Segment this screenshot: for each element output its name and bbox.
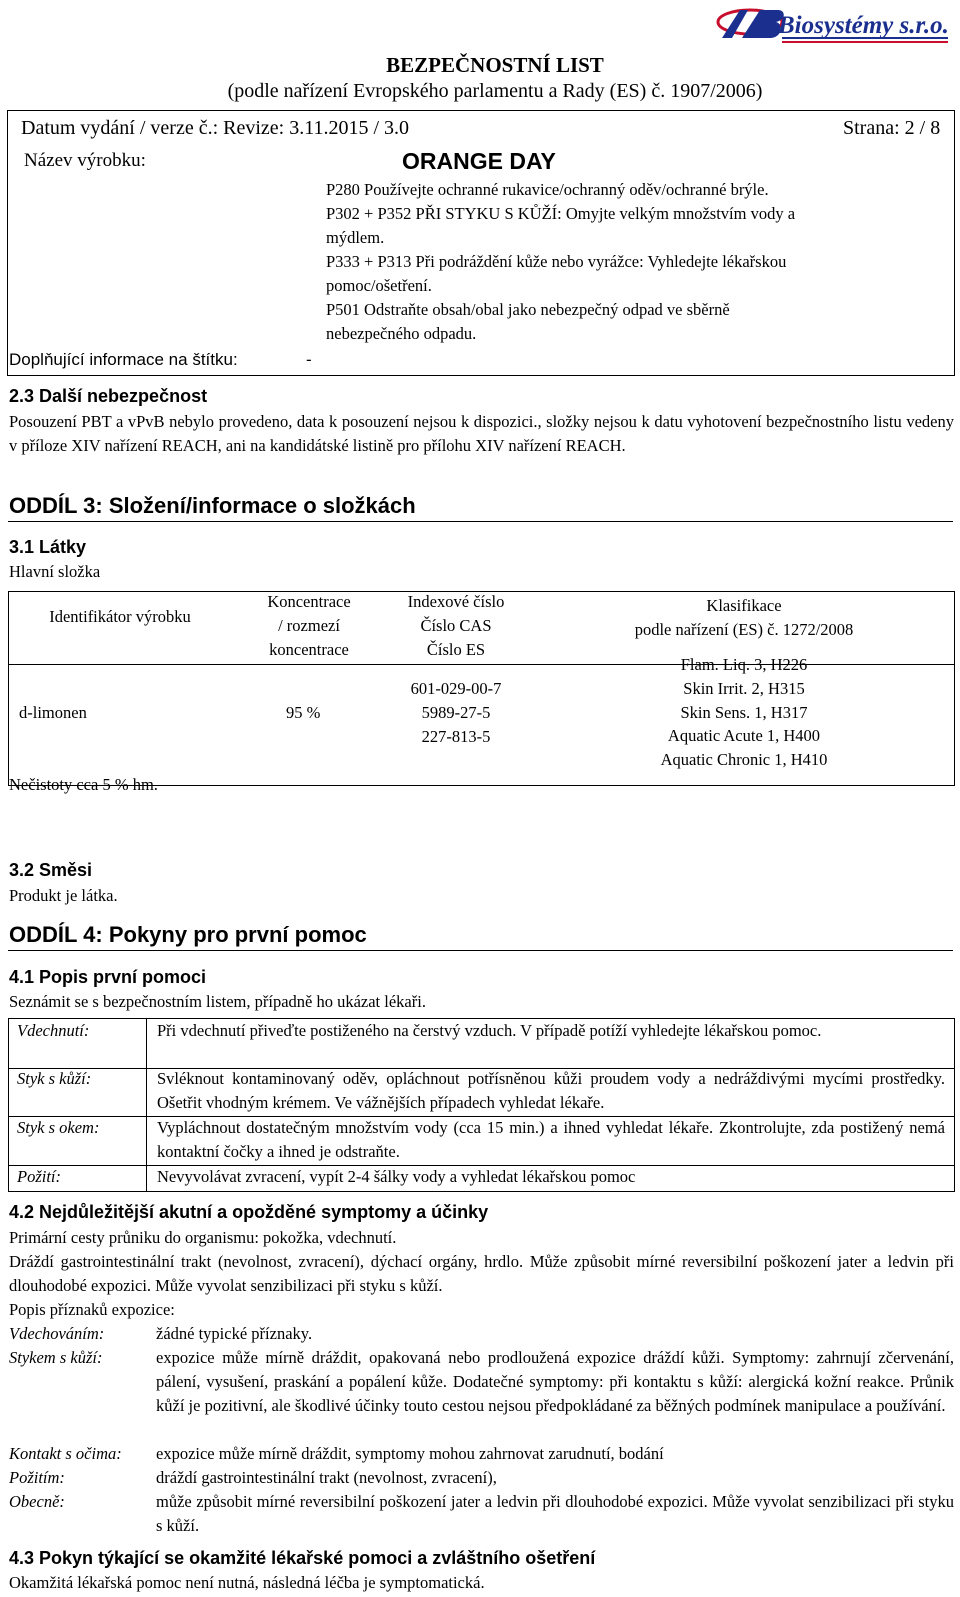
impurities-note: Nečistoty cca 5 % hm. (9, 775, 158, 794)
substance-numbers: 601-029-00-7 5989-27-5 227-813-5 (410, 679, 502, 746)
symptom-text: expozice může mírně dráždit, opakovaná nebo prodloužená expozice dráždí kůži. Symptomy: zahrnují zčervenání, pálení, vysušení, praskání a popálení kůže. Dodatečné symptomy: při kontaktu s kůží: alergická kožní reakce. Průnik kůží je pozitivní, ale škodlivé účinky touto cestou nejsou předpokládané za běžných podmínek manipulace a používání. (156, 1348, 954, 1415)
first-aid-text: Při vdechnutí přiveďte postiženého na čerstvý vzduch. V případě potíží vyhledejte lékařskou pomoc. (157, 1021, 822, 1040)
logo-text: Biosystémy s.r.o. (778, 12, 949, 39)
section-4-2-routes: Primární cesty průniku do organismu: pokožka, vdechnutí. (9, 1228, 397, 1247)
symptom-text: expozice může mírně dráždit, symptomy mohou zahrnovat zarudnutí, bodání (156, 1444, 664, 1463)
precaution-line: P501 Odstraňte obsah/obal jako nebezpečný odpad ve sběrně (326, 300, 730, 319)
section-4-3-text: Okamžitá lékařská pomoc není nutná, následná léčba je symptomatická. (9, 1573, 485, 1592)
section-4-1-intro: Seznámit se s bezpečnostním listem, případně ho ukázat lékaři. (9, 992, 426, 1011)
symptom-text: může způsobit mírné reversibilní poškození jater a ledvin při dlouhodobé expozici. Může vyvolat senzibilizaci při styku s kůží. (156, 1492, 954, 1535)
section-3-1-heading: 3.1 Látky (9, 537, 87, 557)
composition-table (8, 591, 955, 794)
section-4-1-heading: 4.1 Popis první pomoci (9, 967, 207, 987)
first-aid-text: Nevyvolávat zvracení, vypít 2-4 šálky vody a vyhledat lékařskou pomoc (157, 1167, 636, 1186)
symptom-label: Stykem s kůží: (9, 1348, 103, 1367)
first-aid-label: Požití: (17, 1167, 61, 1186)
company-logo (712, 4, 952, 54)
first-aid-label: Vdechnutí: (17, 1021, 90, 1040)
precaution-line: P333 + P313 Při podráždění kůže nebo vyrážce: Vyhledejte lékařskou (326, 252, 787, 271)
page-number: Strana: 2 / 8 (843, 117, 941, 139)
symptom-label: Požitím: (9, 1468, 65, 1487)
supplementary-info-value: - (306, 350, 312, 369)
revision-date: Datum vydání / verze č.: Revize: 3.11.2015 / 3.0 (21, 117, 410, 139)
col-header-numbers: Indexové číslo Číslo CAS Číslo ES (407, 592, 505, 659)
first-aid-table (8, 1018, 955, 1192)
supplementary-info-label: Doplňující informace na štítku: (9, 350, 238, 369)
section-2-3-text: Posouzení PBT a vPvB nebylo provedeno, data k posouzení nejsou k dispozici., složky nejsou k datu vyhotovení bezpečnostního listu vedeny v příloze XIV nařízení REACH, ani na kandidátské listině pro přílohu XIV nařízení REACH. (9, 412, 954, 455)
section-4-3-heading: 4.3 Pokyn týkající se okamžité lékařské pomoci a zvláštního ošetření (9, 1548, 596, 1568)
section-4-heading: ODDÍL 4: Pokyny pro první pomoc (9, 922, 367, 947)
precaution-line: pomoc/ošetření. (326, 276, 432, 295)
substance-concentration: 95 % (286, 703, 321, 722)
symptom-label: Obecně: (9, 1492, 65, 1511)
section-3-rule (8, 521, 953, 522)
substance-name: d-limonen (19, 703, 87, 722)
symptom-text: dráždí gastrointestinální trakt (nevolnost, zvracení), (156, 1468, 497, 1487)
first-aid-text: Svléknout kontaminovaný oděv, opláchnout potřísněnou kůži proudem vody a nedráždivými mycími prostředky. Ošetřit vhodným krémem. Ve vážnějších případech vyhledat lékaře. (157, 1069, 945, 1112)
section-3-heading: ODDÍL 3: Složení/informace o složkách (9, 493, 416, 518)
section-3-2-heading: 3.2 Směsi (9, 860, 93, 880)
first-aid-label: Styk s okem: (17, 1118, 100, 1137)
document-title: BEZPEČNOSTNÍ LIST (386, 53, 604, 77)
precaution-line: mýdlem. (326, 228, 385, 247)
precaution-line: nebezpečného odpadu. (326, 324, 477, 343)
col-header-classification: Klasifikace podle nařízení (ES) č. 1272/2008 (634, 596, 854, 639)
section-4-rule (8, 950, 953, 951)
section-4-2-paragraph: Dráždí gastrointestinální trakt (nevolnost, zvracení), dýchací orgány, hrdlo. Může způsobit mírné reversibilní poškození jater a ledvin při dlouhodobé expozici. Může vyvolat senzibilizaci při styku s kůží. (9, 1252, 954, 1295)
section-3-2-text: Produkt je látka. (9, 886, 118, 905)
document-subtitle: (podle nařízení Evropského parlamentu a Rady (ES) č. 1907/2006) (227, 80, 763, 102)
first-aid-label: Styk s kůží: (17, 1069, 92, 1088)
main-component-label: Hlavní složka (9, 562, 101, 581)
precaution-line: P302 + P352 PŘI STYKU S KŮŽÍ: Omyjte velkým množstvím vody a (326, 204, 796, 223)
symptom-label: Kontakt s očima: (9, 1444, 122, 1463)
product-name: ORANGE DAY (402, 148, 556, 174)
exposure-heading: Popis příznaků expozice: (9, 1300, 175, 1319)
section-2-3-heading: 2.3 Další nebezpečnost (9, 386, 208, 406)
col-header-concentration: Koncentrace / rozmezí koncentrace (267, 592, 351, 659)
symptom-text: žádné typické příznaky. (156, 1324, 313, 1343)
precaution-line: P280 Používejte ochranné rukavice/ochranný oděv/ochranné brýle. (326, 180, 769, 199)
first-aid-text: Vypláchnout dostatečným množstvím vody (cca 15 min.) a ihned vyhledat lékaře. Zkontrolujte, zda postižený nemá kontaktní čočky a ihned je odstraňte. (157, 1118, 945, 1161)
product-name-label: Název výrobku: (24, 150, 146, 171)
section-4-2-heading: 4.2 Nejdůležitější akutní a opožděné symptomy a účinky (9, 1202, 489, 1222)
substance-classification: Flam. Liq. 3, H226 Skin Irrit. 2, H315 Skin Sens. 1, H317 Aquatic Acute 1, H400 Aquatic Chronic 1, H410 (660, 655, 828, 770)
col-header-identifier: Identifikátor výrobku (49, 607, 191, 626)
symptom-label: Vdechováním: (9, 1324, 105, 1343)
